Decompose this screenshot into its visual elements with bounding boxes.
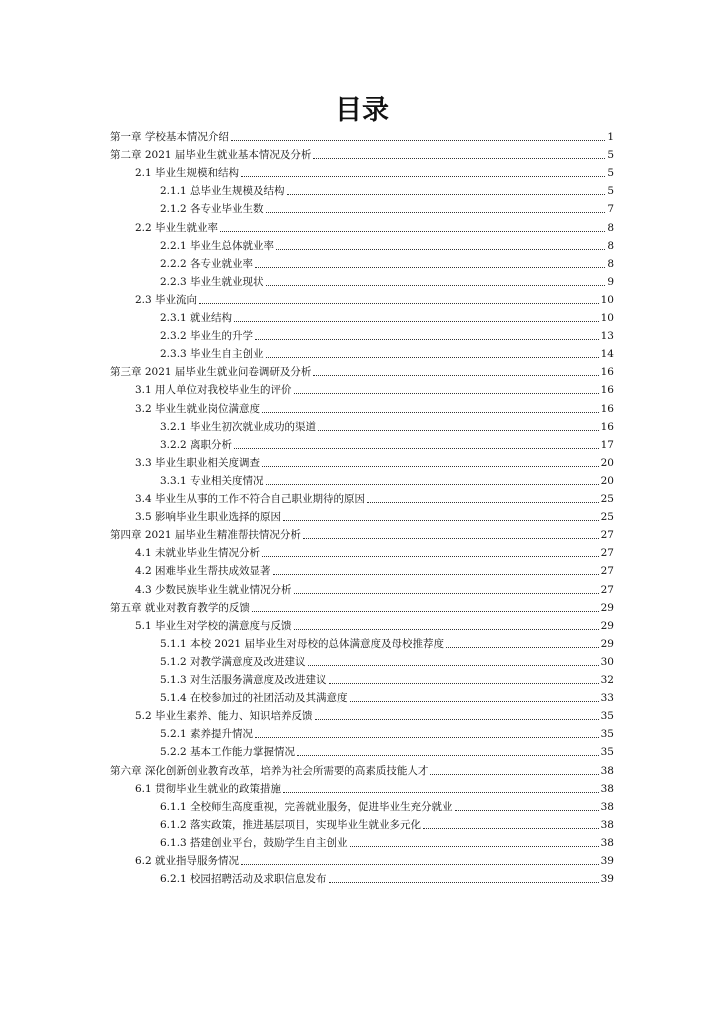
toc-page-number: 38 (600, 836, 614, 849)
toc-leader-dots (266, 484, 599, 485)
toc-entry[interactable] (0, 707, 724, 725)
toc-entry[interactable] (0, 146, 724, 164)
toc-entry[interactable] (0, 200, 724, 218)
toc-entry-title: 2.2 毕业生就业率 (135, 221, 219, 234)
toc-entry-title: 第二章 2021 届毕业生就业基本情况及分析 (110, 149, 312, 162)
toc-page-number: 16 (600, 402, 614, 415)
toc-page-number: 10 (600, 312, 614, 324)
toc-entry-title: 2.3.3 毕业生自主创业 (160, 348, 264, 361)
toc-entry-title: 3.4 毕业生从事的工作不符合自己职业期待的原因 (135, 493, 366, 505)
toc-leader-dots (283, 792, 599, 793)
toc-page-number: 38 (600, 782, 614, 795)
toc-page-number: 29 (600, 637, 614, 650)
toc-entry[interactable] (0, 617, 724, 635)
toc-entry[interactable] (0, 128, 724, 146)
toc-entry-title: 2.2.2 各专业就业率 (160, 257, 254, 270)
toc-leader-dots (329, 683, 599, 684)
toc-entry[interactable] (0, 490, 724, 508)
toc-page-number: 25 (600, 511, 614, 524)
toc-entry[interactable] (0, 454, 724, 472)
toc-entry-title: 3.3.1 专业相关度情况 (160, 474, 264, 487)
toc-entry-title: 第三章 2021 届毕业生就业问卷调研及分析 (110, 366, 312, 379)
toc-entry-title: 第五章 就业对教育教学的反馈 (110, 601, 250, 614)
toc-page-number: 8 (607, 239, 614, 252)
toc-page-number: 20 (600, 474, 614, 487)
toc-page-number: 29 (600, 601, 614, 614)
toc-page-number: 20 (600, 456, 614, 469)
toc-page-number: 16 (600, 366, 614, 379)
toc-entry-title: 2.2.1 毕业生总体就业率 (160, 239, 275, 252)
toc-leader-dots (287, 194, 606, 195)
toc-entry[interactable] (0, 472, 724, 490)
toc-entry-title: 第六章 深化创新创业教育改革，培养为社会所需要的高素质技能人才 (110, 764, 429, 777)
toc-entry-title: 4.3 少数民族毕业生就业情况分析 (135, 583, 292, 596)
toc-entry-title: 4.1 未就业毕业生情况分析 (135, 547, 261, 560)
toc-page-number: 39 (600, 855, 614, 867)
toc-leader-dots (199, 303, 599, 304)
toc-entry-title: 5.1.3 对生活服务满意度及改进建议 (160, 674, 327, 686)
toc-entry[interactable] (0, 436, 724, 454)
toc-page-number: 8 (607, 221, 614, 234)
toc-entry-title: 2.3.1 就业结构 (160, 312, 233, 324)
toc-leader-dots (329, 882, 599, 883)
toc-entry[interactable] (0, 381, 724, 399)
toc-leader-dots (350, 846, 599, 847)
toc-entry[interactable] (0, 581, 724, 599)
toc-entry[interactable] (0, 834, 724, 852)
toc-page-number: 27 (600, 565, 614, 578)
toc-page-number: 30 (600, 655, 614, 668)
toc-page-number: 38 (600, 800, 614, 813)
toc-entry[interactable] (0, 182, 724, 200)
toc-leader-dots (283, 520, 599, 521)
toc-leader-dots (446, 647, 599, 648)
toc-entry[interactable] (0, 635, 724, 653)
toc-page-number: 39 (600, 873, 614, 886)
toc-entry-title: 6.1 贯彻毕业生就业的政策措施 (135, 782, 282, 795)
toc-entry[interactable] (0, 599, 724, 617)
toc-entry[interactable] (0, 562, 724, 580)
toc-entry-title: 3.2 毕业生就业岗位满意度 (135, 402, 261, 415)
toc-entry-title: 2.3.2 毕业生的升学 (160, 330, 254, 343)
toc-leader-dots (255, 267, 605, 268)
toc-entry-title: 3.1 用人单位对我校毕业生的评价 (135, 384, 292, 397)
toc-leader-dots (294, 629, 599, 630)
toc-entry[interactable] (0, 255, 724, 273)
toc-leader-dots (303, 538, 599, 539)
toc-leader-dots (276, 249, 605, 250)
toc-entry-title: 4.2 困难毕业生帮扶成效显著 (135, 565, 271, 578)
toc-page-number: 9 (607, 275, 614, 288)
toc-leader-dots (273, 574, 599, 575)
toc-page-number: 13 (600, 330, 614, 343)
toc-leader-dots (315, 719, 599, 720)
toc-leader-dots (220, 231, 605, 232)
toc-entry-title: 6.1.2 落实政策，推进基层项目，实现毕业生就业多元化 (160, 818, 422, 831)
toc-leader-dots (318, 430, 599, 431)
toc-page-number: 27 (600, 583, 614, 596)
toc-page-number: 5 (607, 185, 614, 198)
toc-entry[interactable] (0, 327, 724, 345)
toc-page-number: 14 (600, 348, 614, 361)
toc-leader-dots (241, 176, 605, 177)
toc-leader-dots (262, 466, 599, 467)
toc-entry-title: 第四章 2021 届毕业生精准帮扶情况分析 (110, 529, 301, 542)
toc-entry[interactable] (0, 798, 724, 816)
toc-leader-dots (266, 212, 606, 213)
toc-entry[interactable] (0, 743, 724, 761)
toc-entry[interactable] (0, 762, 724, 780)
toc-entry[interactable] (0, 164, 724, 182)
toc-entry-title: 5.2.1 素养提升情况 (160, 728, 254, 741)
toc-entry[interactable] (0, 653, 724, 671)
toc-leader-dots (430, 774, 598, 775)
toc-page-number: 1 (607, 131, 614, 143)
toc-entry-title: 5.2.2 基本工作能力掌握情况 (160, 746, 296, 759)
toc-leader-dots (255, 737, 599, 738)
toc-leader-dots (255, 339, 599, 340)
toc-entry[interactable] (0, 780, 724, 798)
toc-entry-title: 5.1.4 在校参加过的社团活动及其满意度 (160, 692, 348, 705)
toc-entry[interactable] (0, 418, 724, 436)
toc-leader-dots (294, 393, 599, 394)
toc-entry[interactable] (0, 400, 724, 418)
toc-leader-dots (367, 502, 599, 503)
toc-leader-dots (423, 828, 599, 829)
toc-entry-title: 3.2.1 毕业生初次就业成功的渠道 (160, 420, 317, 433)
toc-entry-title: 6.2 就业指导服务情况 (135, 855, 240, 867)
toc-page-number: 27 (600, 547, 614, 560)
toc-entry[interactable] (0, 725, 724, 743)
toc-entry-title: 2.1.2 各专业毕业生数 (160, 203, 264, 216)
toc-leader-dots (297, 755, 599, 756)
toc-entry[interactable] (0, 544, 724, 562)
toc-entry[interactable] (0, 237, 724, 255)
toc-leader-dots (350, 701, 599, 702)
toc-entry[interactable] (0, 273, 724, 291)
toc-page-number: 35 (600, 728, 614, 741)
toc-page-number: 25 (600, 493, 614, 505)
toc-entry-title: 2.3 毕业流向 (135, 293, 198, 306)
toc-page-number: 33 (600, 692, 614, 705)
toc-leader-dots (313, 158, 605, 159)
toc-leader-dots (313, 375, 598, 376)
toc-entry-title: 3.5 影响毕业生职业选择的原因 (135, 511, 282, 524)
toc-page-number: 8 (607, 257, 614, 270)
toc-entry-title: 6.1.3 搭建创业平台，鼓励学生自主创业 (160, 836, 348, 849)
toc-leader-dots (308, 665, 599, 666)
toc-entry[interactable] (0, 309, 724, 327)
toc-entry-title: 3.2.2 离职分析 (160, 438, 233, 451)
toc-entry[interactable] (0, 508, 724, 526)
toc-leader-dots (262, 556, 599, 557)
toc-page-number: 27 (600, 529, 614, 542)
toc-entry-title: 5.1.1 本校 2021 届毕业生对母校的总体满意度及母校推荐度 (160, 637, 444, 650)
toc-leader-dots (262, 412, 599, 413)
toc-leader-dots (234, 448, 599, 449)
toc-leader-dots (294, 593, 599, 594)
toc-page-number: 7 (607, 203, 614, 216)
toc-entry-title: 6.1.1 全校师生高度重视，完善就业服务，促进毕业生充分就业 (160, 800, 453, 813)
toc-page-number: 35 (600, 710, 614, 723)
toc-leader-dots (252, 611, 599, 612)
toc-entry-title: 2.2.3 毕业生就业现状 (160, 275, 264, 288)
toc-page-number: 35 (600, 746, 614, 759)
toc-entry-title: 5.1.2 对教学满意度及改进建议 (160, 655, 306, 668)
toc-entry[interactable] (0, 870, 724, 888)
toc-entry-title: 5.2 毕业生素养、能力、知识培养反馈 (135, 710, 313, 723)
toc-entry[interactable] (0, 852, 724, 870)
toc-page-number: 10 (600, 293, 614, 306)
toc-entry[interactable] (0, 363, 724, 381)
toc-page-number: 16 (600, 420, 614, 433)
toc-page-number: 5 (607, 149, 614, 162)
toc-entry[interactable] (0, 219, 724, 237)
toc-entry[interactable] (0, 689, 724, 707)
toc-entry-title: 3.3 毕业生职业相关度调查 (135, 456, 261, 469)
toc-page-number: 5 (607, 167, 614, 180)
toc-page-number: 38 (600, 764, 614, 777)
toc-entry-title: 2.1.1 总毕业生规模及结构 (160, 185, 285, 198)
toc-entry[interactable] (0, 291, 724, 309)
toc-entry-title: 6.2.1 校园招聘活动及求职信息发布 (160, 873, 327, 886)
toc-page-number: 38 (600, 818, 614, 831)
toc-page-number: 17 (600, 438, 614, 451)
toc-leader-dots (231, 140, 605, 141)
toc-leader-dots (455, 810, 599, 811)
toc-entry[interactable] (0, 526, 724, 544)
toc-page-number: 29 (600, 619, 614, 632)
toc-leader-dots (266, 357, 599, 358)
toc-entry-title: 第一章 学校基本情况介绍 (110, 131, 229, 143)
toc-leader-dots (234, 321, 599, 322)
toc-leader-dots (266, 285, 606, 286)
toc-entry-title: 5.1 毕业生对学校的满意度与反馈 (135, 619, 292, 632)
toc-entry[interactable] (0, 671, 724, 689)
toc-page-number: 32 (600, 674, 614, 686)
page-title: 目录 (335, 95, 389, 126)
toc-page-number: 16 (600, 384, 614, 397)
toc-entry-title: 2.1 毕业生规模和结构 (135, 167, 240, 180)
toc-leader-dots (241, 864, 599, 865)
toc-entry[interactable] (0, 816, 724, 834)
toc-entry[interactable] (0, 345, 724, 363)
